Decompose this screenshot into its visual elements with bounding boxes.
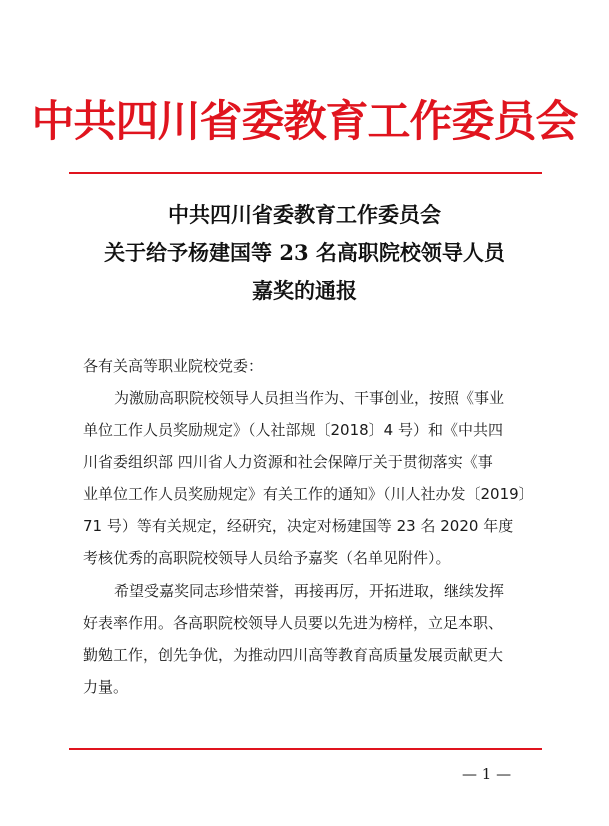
document-masthead: 中共四川省委教育工作委员会 — [31, 97, 578, 147]
body-paragraph-1 — [83, 382, 534, 574]
body-paragraph-2 — [83, 575, 504, 703]
document-title — [0, 196, 609, 310]
footer-red-rule — [69, 748, 542, 750]
masthead-red-rule — [69, 172, 542, 174]
paragraph-line: 考核优秀的高职院校领导人员给予嘉奖（名单见附件）。 — [83, 549, 451, 567]
paragraph-line: 71 号）等有关规定，经研究，决定对杨建国等 23 名 2020 年度 — [83, 517, 514, 535]
paragraph-line: 勤勉工作，创先争优，为推动四川高等教育高质量发展贡献更大 — [83, 646, 504, 664]
paragraph-line: 力量。 — [83, 678, 129, 696]
title-line-2: 关于给予杨建国等 23 名高职院校领导人员 — [104, 240, 505, 265]
paragraph-line: 业单位工作人员奖励规定》有关工作的通知》（川人社办发〔2019〕 — [83, 485, 534, 503]
paragraph-line: 川省委组织部 四川省人力资源和社会保障厅关于贯彻落实《事 — [83, 453, 493, 471]
title-line-1: 中共四川省委教育工作委员会 — [168, 202, 441, 227]
page-number: — 1 — — [462, 765, 512, 783]
paragraph-line: 单位工作人员奖励规定》（人社部规〔2018〕4 号）和《中共四 — [83, 421, 503, 439]
title-line-3: 嘉奖的通报 — [252, 278, 357, 303]
paragraph-line: 好表率作用。各高职院校领导人员要以先进为榜样，立足本职、 — [83, 614, 504, 632]
salutation: 各有关高等职业院校党委： — [83, 357, 264, 375]
paragraph-line: 为激励高职院校领导人员担当作为、干事创业，按照《事业 — [114, 389, 505, 407]
paragraph-line: 希望受嘉奖同志珍惜荣誉，再接再厉，开拓进取，继续发挥 — [114, 582, 505, 600]
